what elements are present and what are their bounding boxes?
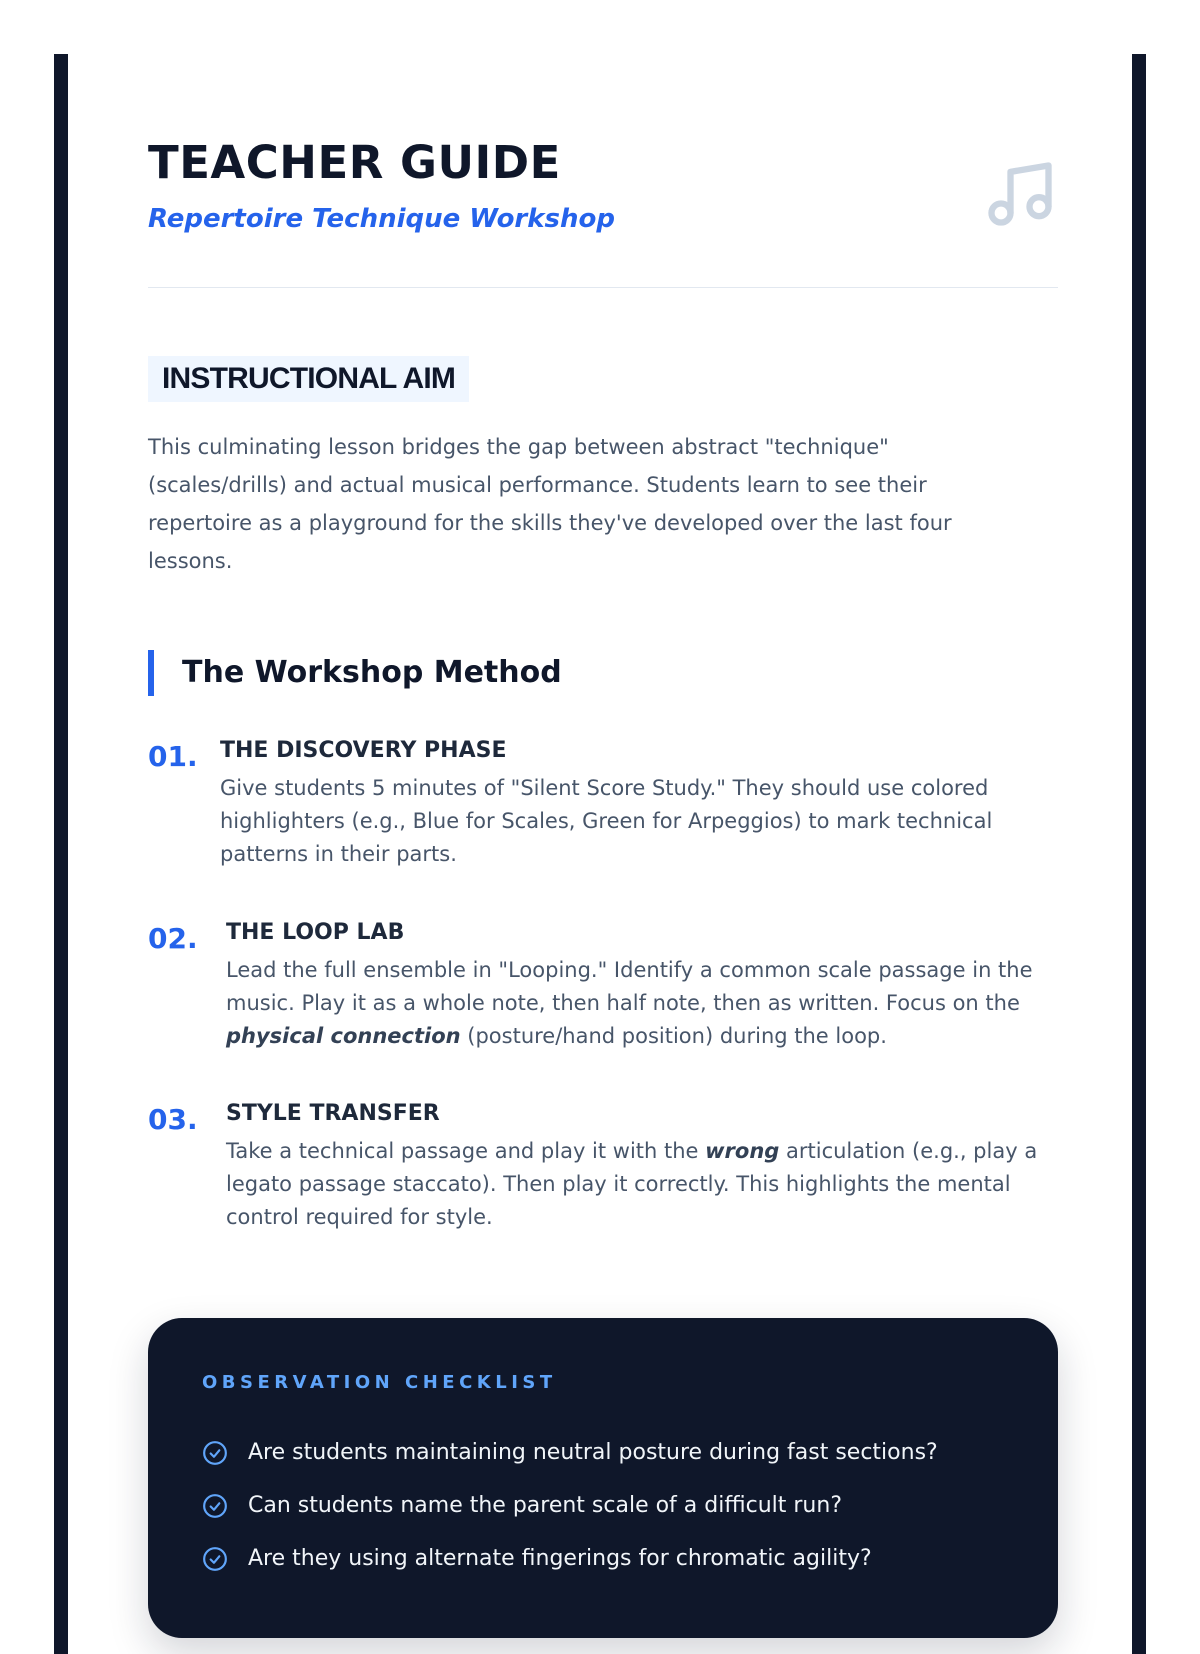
step-number: 02. — [148, 922, 198, 955]
page-subtitle: Repertoire Technique Workshop — [148, 204, 615, 234]
page-title: TEACHER GUIDE — [148, 136, 561, 189]
workshop-method-heading: The Workshop Method — [148, 650, 562, 696]
guide-page — [54, 54, 1146, 1654]
step-title: THE DISCOVERY PHASE — [220, 738, 507, 763]
checklist-item — [202, 1532, 938, 1585]
step-title: THE LOOP LAB — [226, 920, 405, 945]
check-circle-icon — [202, 1440, 228, 1466]
observation-checklist — [148, 1318, 1058, 1638]
checklist-item — [202, 1479, 938, 1532]
emphasis-text: physical connection — [226, 1024, 461, 1048]
check-circle-icon — [202, 1493, 228, 1519]
check-circle-icon — [202, 1546, 228, 1572]
header — [148, 54, 1058, 288]
checklist-heading: OBSERVATION CHECKLIST — [202, 1372, 557, 1393]
step-description: Lead the full ensemble in "Looping." Identify a common scale passage in the music. Play it as a whole note, then half note, then as written. Focus on the physical connection (posture/hand position) during the loop. — [226, 958, 1033, 1048]
checklist-item-text: Are they using alternate fingerings for chromatic agility? — [248, 1546, 872, 1571]
checklist-items — [202, 1426, 938, 1585]
step-body — [220, 736, 1050, 871]
music-note-icon — [982, 156, 1058, 232]
step-body — [226, 918, 1056, 1053]
instructional-aim-heading: INSTRUCTIONAL AIM — [148, 356, 469, 402]
step-description: Give students 5 minutes of "Silent Score Study." They should use colored highlighters (e.g., Blue for Scales, Green for Arpeggios) to mark technical patterns in their parts. — [220, 776, 993, 866]
step-body — [226, 1099, 1056, 1234]
step-number: 01. — [148, 740, 198, 773]
step-title: STYLE TRANSFER — [226, 1101, 440, 1126]
guide-content — [148, 54, 1058, 1571]
instructional-aim-text: This culminating lesson bridges the gap between abstract "technique" (scales/drills) and actual musical performance. Students learn to see their repertoire as a playground for the skills they've developed over the last four lessons. — [148, 435, 952, 573]
header-divider — [148, 287, 1058, 288]
emphasis-text: wrong — [705, 1139, 780, 1163]
checklist-item-text: Are students maintaining neutral posture during fast sections? — [248, 1440, 938, 1465]
checklist-item-text: Can students name the parent scale of a difficult run? — [248, 1493, 842, 1518]
step-description: Take a technical passage and play it with the wrong articulation (e.g., play a legato passage staccato). Then play it correctly. This highlights the mental control required for style. — [226, 1139, 1038, 1229]
step-number: 03. — [148, 1103, 198, 1136]
checklist-item — [202, 1426, 938, 1479]
